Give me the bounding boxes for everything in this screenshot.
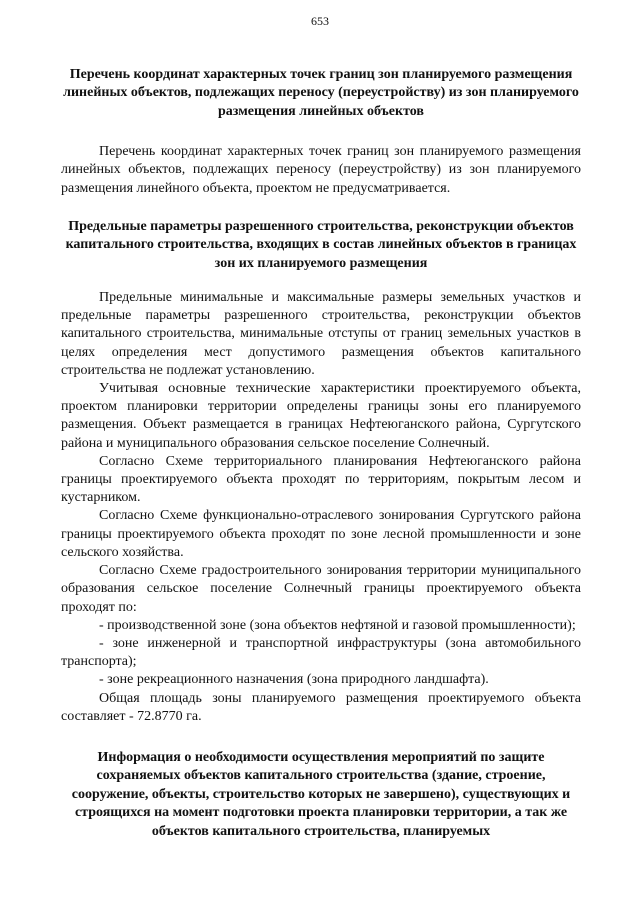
list-item: - зоне рекреационного назначения (зона природного ландшафта). [99,672,489,688]
section-heading-protection-measures: Информация о необходимости осуществления мероприятий по защите сохраняемых объектов капитального строительства (здание, строение, сооружение, объекты, строительство которых не завершено), существующих и строящихся на момент подготовки проекта планировки территории, а так же объектов капитального строительства, планируемых [71,749,571,839]
paragraph: Перечень координат характерных точек границ зон планируемого размещения линейных объектов, подлежащих переносу (переустройству) из зон планируемого размещения линейного объекта, проектом не предусматривается. [61,144,581,196]
section-heading-coordinates: Перечень координат характерных точек границ зон планируемого размещения линейных объектов, подлежащих переносу (переустройству) из зон планируемого размещения линейных объектов [63,67,579,119]
list-item: - зоне инженерной и транспортной инфраструктуры (зона автомобильного транспорта); [61,635,581,670]
paragraph: Согласно Схеме территориального планирования Нефтеюганского района границы проектируемого объекта проходят по территориям, покрытым лесом и кустарником. [61,453,581,506]
paragraph: Учитывая основные технические характеристики проектируемого объекта, проектом планировки территории определены границы зоны его планируемого размещения. Объект размещается в границах Нефтеюганского района, Сургутского района и муниципального образования сельское поселение Солнечный. [61,381,581,451]
paragraph: Предельные минимальные и максимальные размеры земельных участков и предельные параметры разрешенного строительства, реконструкции объектов капитального строительства, минимальные отступы от границ земельных участков в целях определения мест допустимого размещения объектов капитального строительства не подлежат установлению. [61,290,581,378]
page-content [61,66,581,841]
page-number: 653 [311,14,329,28]
paragraph: Согласно Схеме функционально-отраслевого зонирования Сургутского района границы проектируемого объекта проходят по зоне лесной промышленности и зоне сельского хозяйства. [61,508,581,560]
paragraph: Согласно Схеме градостроительного зонирования территории муниципального образования сельское поселение Солнечный границы проектируемого объекта проходят по: [61,563,581,615]
section-heading-parameters: Предельные параметры разрешенного строительства, реконструкции объектов капитального строительства, входящих в состав линейных объектов в границах зон их планируемого размещения [65,218,577,271]
paragraph: Общая площадь зоны планируемого размещения проектируемого объекта составляет - 72.8770 га. [61,690,581,724]
list-item: - производственной зоне (зона объектов нефтяной и газовой промышленности); [99,617,576,633]
